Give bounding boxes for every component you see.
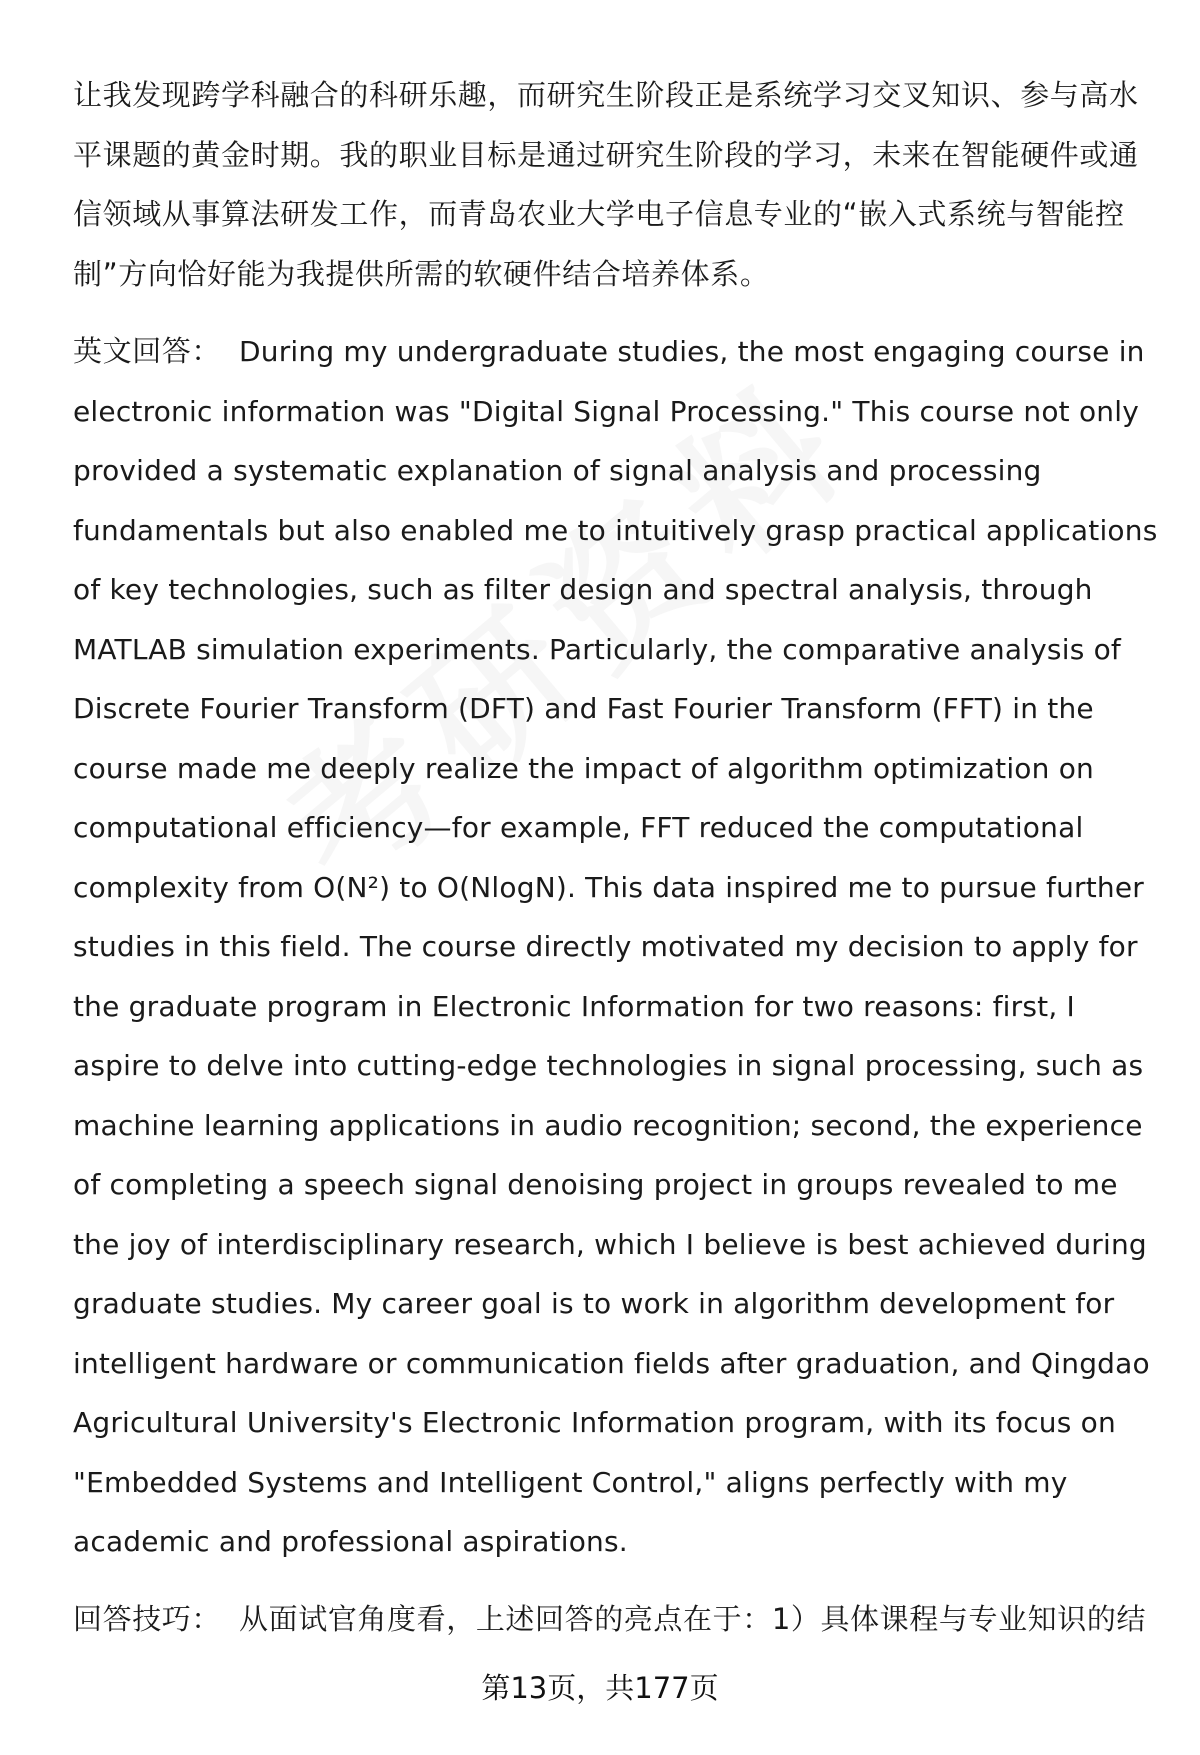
document-body xyxy=(73,66,1163,1649)
continuation-paragraph: 让我发现跨学科融合的科研乐趣，而研究生阶段正是系统学习交叉知识、参与高水平课题的黄金时期。我的职业目标是通过研究生阶段的学习，未来在智能硬件或通信领域从事算法研发工作，而青岛农业大学电子信息专业的“嵌入式系统与智能控制”方向恰好能为我提供所需的软硬件结合培养体系。 xyxy=(73,78,1139,291)
english-answer-paragraph xyxy=(73,322,1163,1572)
answer-tips-text: 从面试官角度看，上述回答的亮点在于：1）具体课程与专业知识的结 xyxy=(239,1601,1147,1636)
answer-tips-label: 回答技巧： xyxy=(73,1601,222,1636)
english-answer-label: 英文回答： xyxy=(73,334,222,368)
page-indicator: 第13页，共177页 xyxy=(481,1671,719,1705)
paragraph-gap xyxy=(73,1572,1163,1590)
english-answer-text: During my undergraduate studies, the most engaging course in electronic information was "Digital Signal Processing." This course not only provided a systematic explanation of signal analysis and processing fundamentals but also enabled me to intuitively grasp practical applications of key technologies, such as filter design and spectral analysis, through MATLAB simulation experiments. Particularly, the comparative analysis of Discrete Fourier Transform (DFT) and Fast Fourier Transform (FFT) in the course made me deeply realize the impact of algorithm optimization on computational efficiency—for example, FFT reduced the computational complexity from O(N²) to O(NlogN). This data inspired me to pursue further studies in this field. The course directly motivated my decision to apply for the graduate program in Electronic Information for two reasons: first, I aspire to delve into cutting-edge technologies in signal processing, such as machine learning applications in audio recognition; second, the experience of completing a speech signal denoising project in groups revealed to me the joy of interdisciplinary research, which I believe is best achieved during graduate studies. My career goal is to work in algorithm development for intelligent hardware or communication fields after graduation, and Qingdao Agricultural University's Electronic Information program, with its focus on "Embedded Systems and Intelligent Control," aligns perfectly with my academic and professional aspirations. xyxy=(73,335,1158,1558)
paragraph-gap xyxy=(73,304,1163,322)
answer-tips-paragraph xyxy=(73,1590,1163,1650)
